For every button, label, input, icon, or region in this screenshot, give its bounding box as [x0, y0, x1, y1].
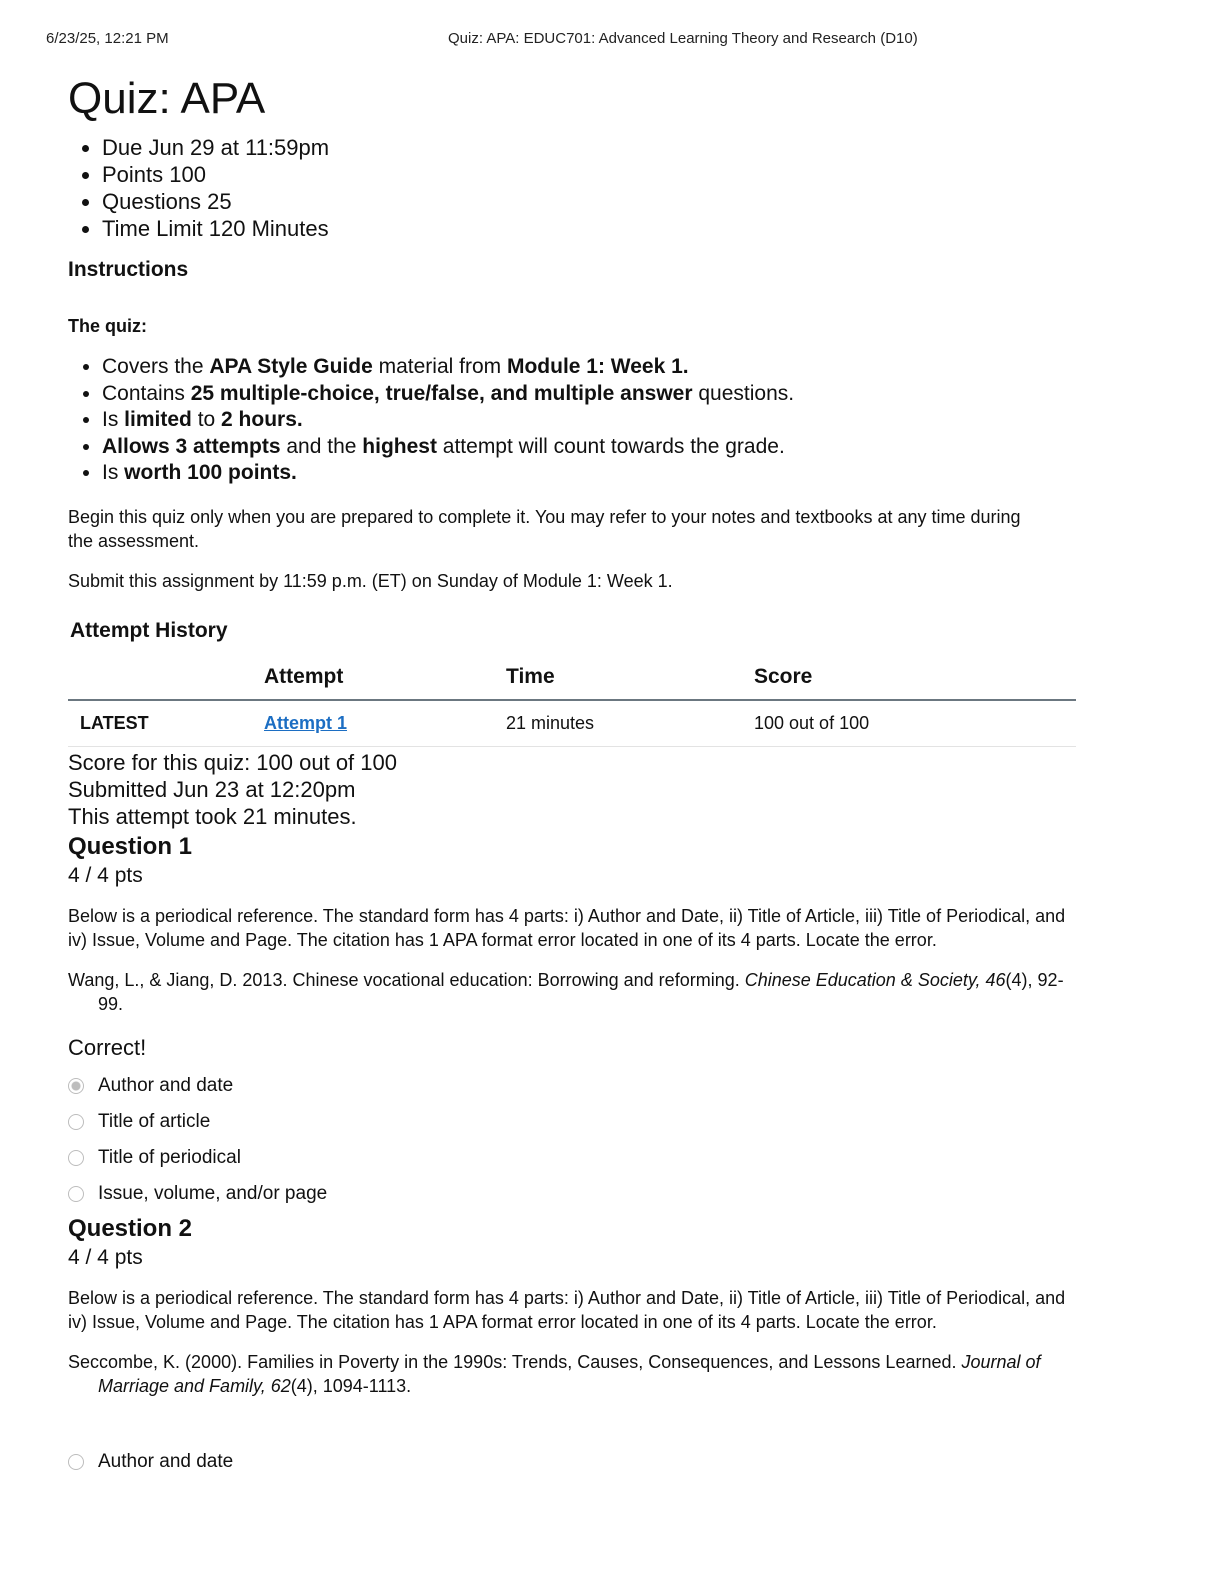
answer-label: Issue, volume, and/or page — [98, 1182, 328, 1204]
attempt-history-table — [68, 657, 1076, 747]
points-total: • Points 100 — [102, 161, 1108, 188]
instruction-item: • Contains 25 multiple-choice, true/false, and multiple answer questions. — [102, 381, 1108, 408]
table-header-row — [68, 657, 1076, 700]
attempt-score: 100 out of 100 — [754, 700, 1076, 747]
quiz-score: Score for this quiz: 100 out of 100 — [68, 749, 397, 775]
question-2 — [68, 1214, 1108, 1480]
submitted-time: Submitted Jun 23 at 12:20pm — [68, 776, 356, 802]
attempt-summary — [68, 749, 1108, 830]
answer-label: Title of periodical — [98, 1146, 241, 1168]
answer-list — [68, 1444, 1108, 1480]
instruction-item: • Covers the APA Style Guide material from Module 1: Week 1. — [102, 354, 1108, 381]
answer-option[interactable] — [68, 1444, 1108, 1480]
radio-icon[interactable] — [68, 1454, 84, 1470]
question-text: Below is a periodical reference. The standard form has 4 parts: i) Author and Date, ii) Title of Article, iii) Title of Periodical, and iv) Issue, Volume and Page. The citation has 1 APA format error located in one of its 4 parts. Locate the error. — [68, 905, 1066, 950]
answer-label: Author and date — [98, 1450, 234, 1472]
column-header: Score — [754, 657, 1076, 700]
attempt-link[interactable]: Attempt 1 — [264, 712, 348, 733]
instruction-item: • Is worth 100 points. — [102, 460, 1108, 487]
answer-option[interactable] — [68, 1140, 1108, 1176]
column-header: Time — [506, 657, 754, 700]
instruction-item: • Allows 3 attempts and the highest attempt will count towards the grade. — [102, 434, 1108, 461]
reference-citation: Wang, L., & Jiang, D. 2013. Chinese vocational education: Borrowing and reforming. Chinese Education & Society, 46(4), 92-99. — [68, 969, 1064, 1014]
question-points: 4 / 4 pts — [68, 1245, 143, 1269]
attempt-history-heading: Attempt History — [70, 618, 228, 642]
attempt-time: 21 minutes — [506, 700, 754, 747]
question-title: Question 2 — [68, 1214, 193, 1242]
correct-feedback: Correct! — [68, 1034, 147, 1060]
answer-option[interactable] — [68, 1104, 1108, 1140]
question-1 — [68, 832, 1108, 1212]
quiz-details-list — [68, 134, 1108, 242]
time-limit: • Time Limit 120 Minutes — [102, 215, 1108, 242]
instructions-paragraph: Begin this quiz only when you are prepared to complete it. You may refer to your notes and textbooks at any time during the assessment. — [68, 506, 1021, 551]
page-title: Quiz: APA — [68, 74, 266, 123]
reference-citation: Seccombe, K. (2000). Families in Poverty in the 1990s: Trends, Causes, Consequences, and Lessons Learned. Journal of Marriage and Family, 62(4), 1094-1113. — [68, 1351, 1041, 1396]
quiz-label: The quiz: — [68, 316, 147, 336]
instructions-heading: Instructions — [68, 258, 189, 281]
radio-icon[interactable] — [68, 1150, 84, 1166]
quiz-content — [68, 72, 1108, 1480]
question-text: Below is a periodical reference. The standard form has 4 parts: i) Author and Date, ii) Title of Article, iii) Title of Periodical, and iv) Issue, Volume and Page. The citation has 1 APA format error located in one of its 4 parts. Locate the error. — [68, 1287, 1066, 1332]
answer-list — [68, 1068, 1108, 1212]
attempt-duration: This attempt took 21 minutes. — [68, 803, 357, 829]
question-title: Question 1 — [68, 832, 193, 860]
latest-label: LATEST — [68, 700, 264, 747]
answer-label: Author and date — [98, 1074, 234, 1096]
answer-label: Title of article — [98, 1110, 211, 1132]
instructions-list — [68, 354, 1108, 487]
table-row — [68, 700, 1076, 747]
instruction-item: • Is limited to 2 hours. — [102, 407, 1108, 434]
radio-icon[interactable] — [68, 1114, 84, 1130]
print-page-title: Quiz: APA: EDUC701: Advanced Learning Theory and Research (D10) — [448, 30, 918, 47]
radio-icon[interactable] — [68, 1186, 84, 1202]
due-date: • Due Jun 29 at 11:59pm — [102, 134, 1108, 161]
submission-deadline: Submit this assignment by 11:59 p.m. (ET) on Sunday of Module 1: Week 1. — [68, 570, 673, 591]
question-count: • Questions 25 — [102, 188, 1108, 215]
column-header — [68, 657, 264, 700]
radio-selected-icon[interactable] — [68, 1078, 84, 1094]
question-points: 4 / 4 pts — [68, 863, 143, 887]
answer-option[interactable] — [68, 1068, 1108, 1104]
print-datetime: 6/23/25, 12:21 PM — [46, 30, 169, 47]
column-header: Attempt — [264, 657, 506, 700]
answer-option[interactable] — [68, 1176, 1108, 1212]
